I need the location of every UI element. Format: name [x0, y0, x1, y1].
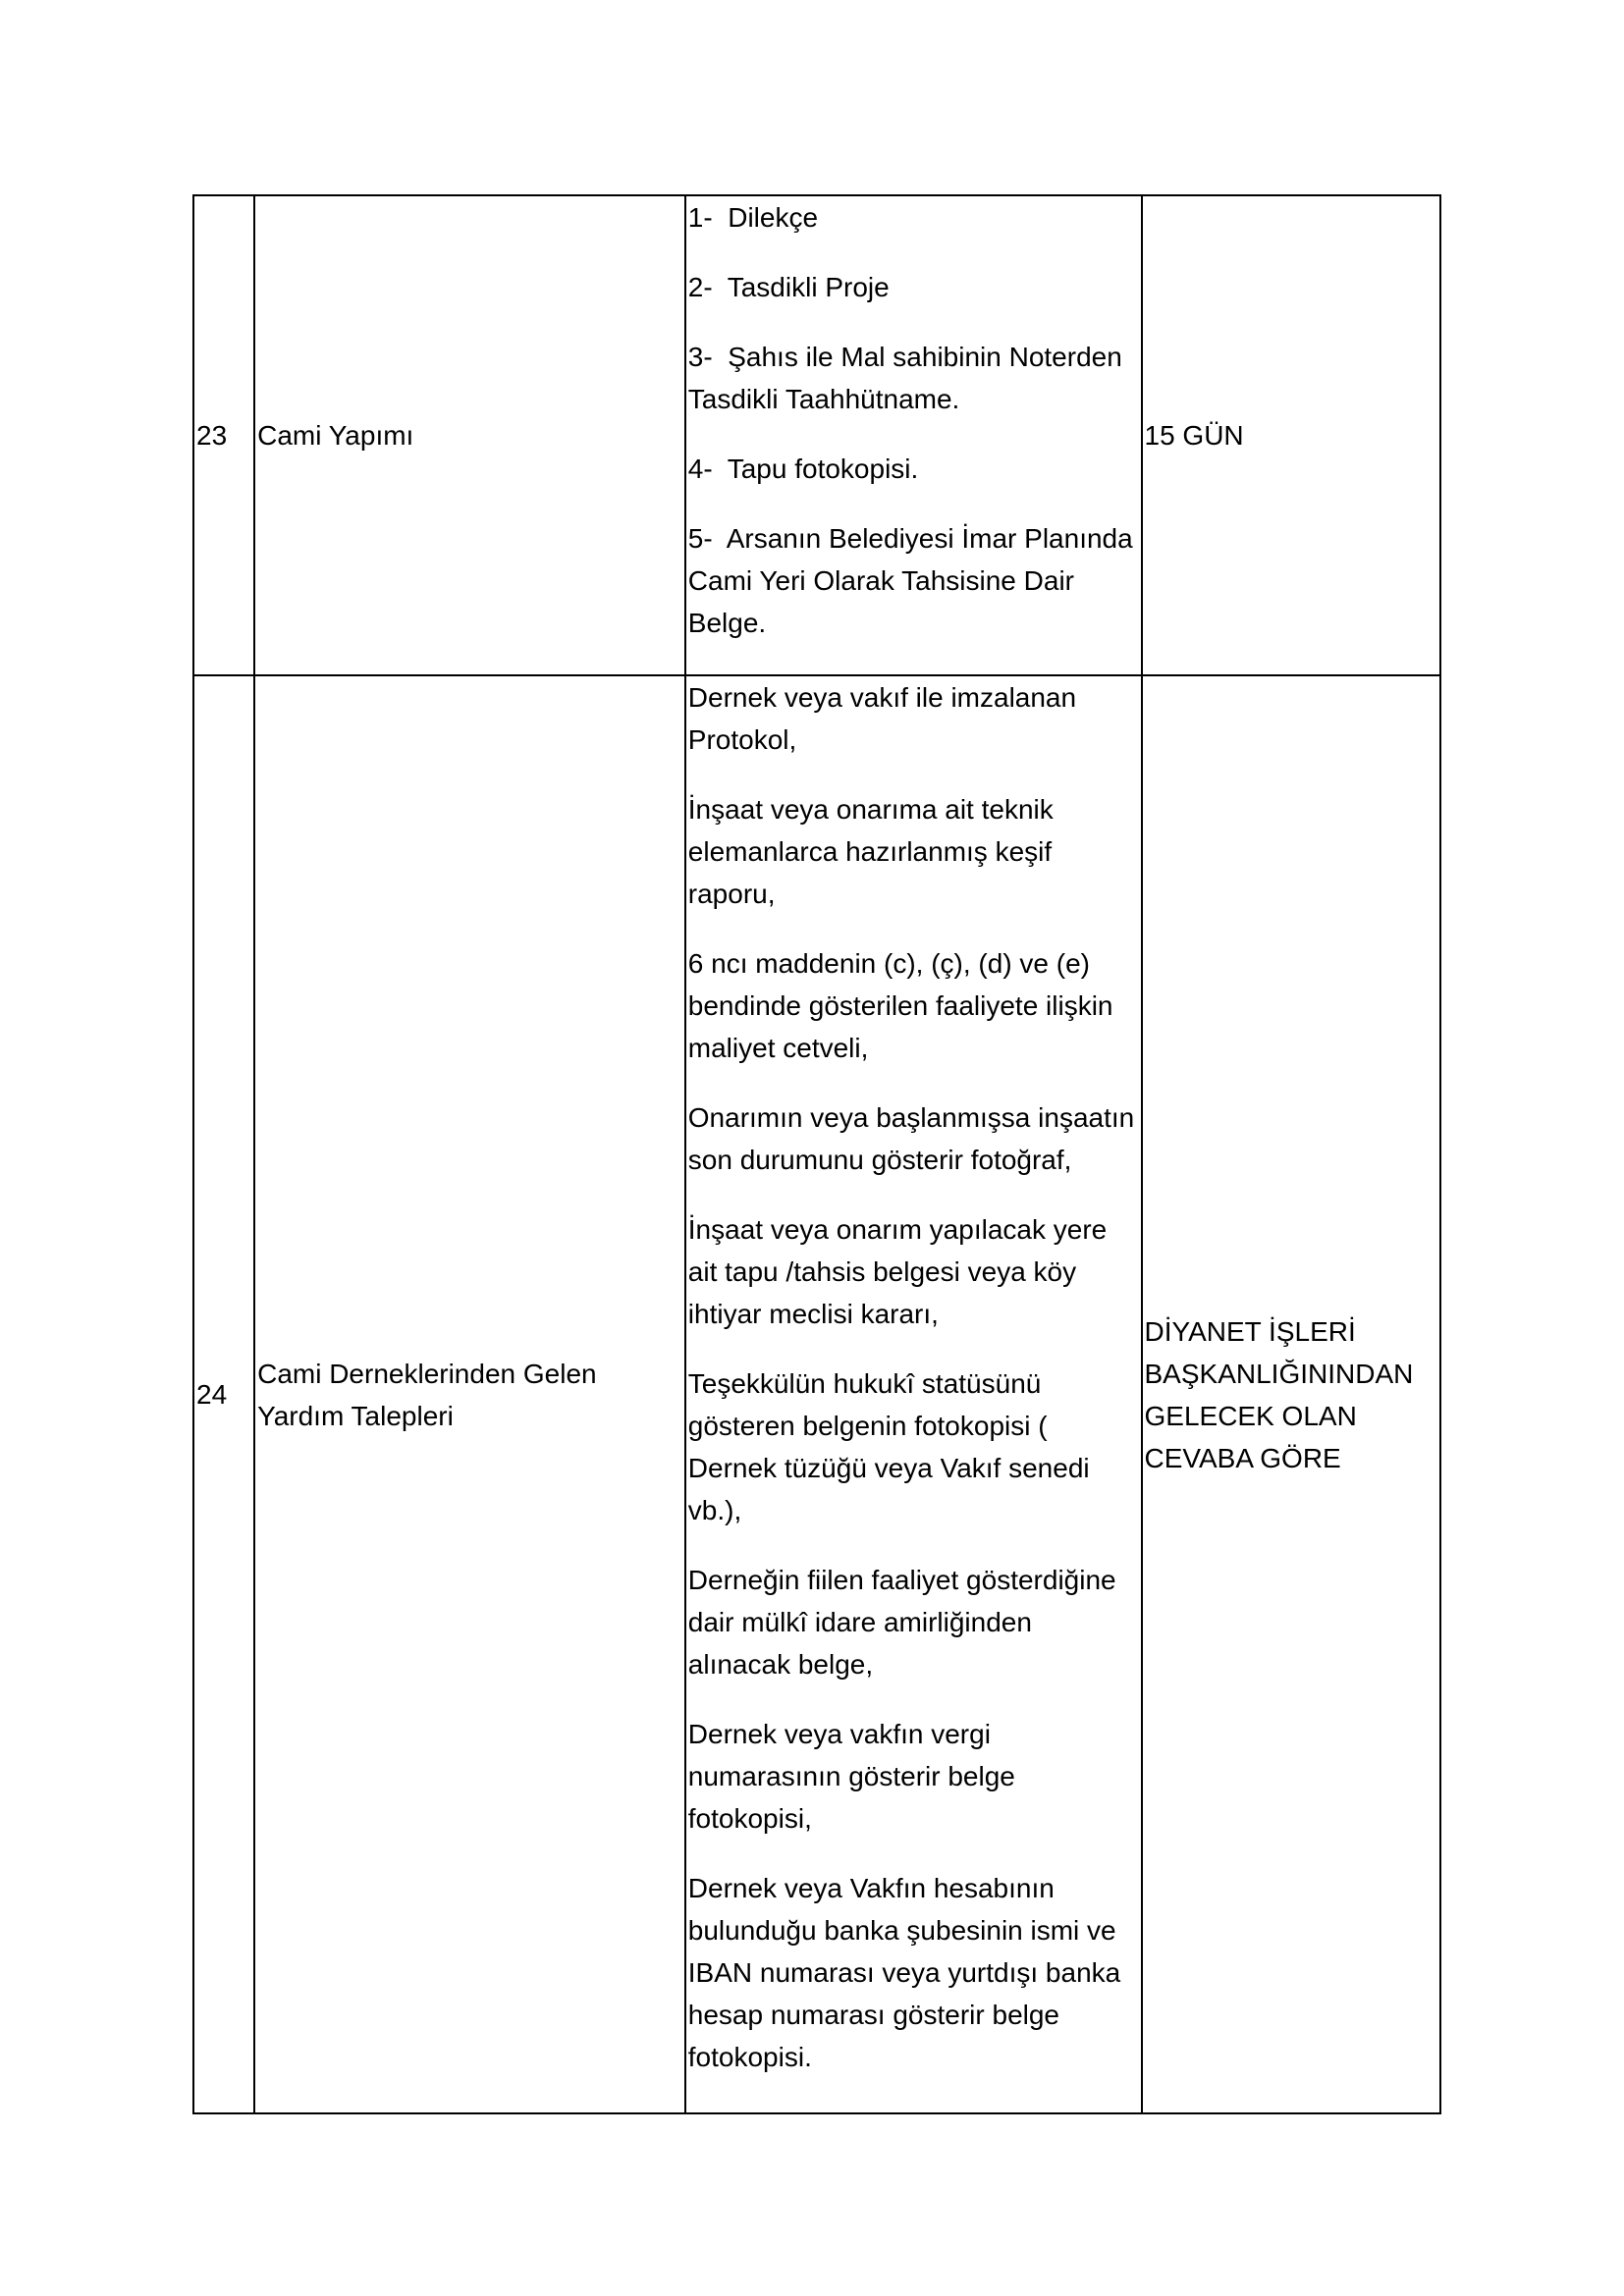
requirements-cell: [685, 195, 1142, 675]
requirement-item: Dernek veya vakıf ile imzalanan Protokol,: [687, 682, 1084, 755]
requirement-item: Teşekkülün hukukî statüsünü gösteren belgenin fotokopisi ( Dernek tüzüğü veya Vakıf senedi vb.),: [687, 1368, 1098, 1525]
requirement-item: İnşaat veya onarım yapılacak yere ait tapu /tahsis belgesi veya köy ihtiyar meclisi kararı,: [687, 1214, 1115, 1329]
service-name: Cami Yapımı: [254, 195, 685, 675]
requirement-item: Dernek veya vakfın vergi numarasının gösterir belge fotokopisi,: [687, 1719, 1023, 1834]
requirement-item: 6 ncı maddenin (c), (ç), (d) ve (e) bendinde gösterilen faaliyete ilişkin maliyet cetveli,: [687, 948, 1121, 1063]
requirement-item: Dernek veya Vakfın hesabının bulunduğu banka şubesinin ismi ve IBAN numarası veya yurtdışı banka hesap numarası gösterir belge fotokopisi.: [687, 1873, 1128, 2072]
table-row: [193, 195, 1440, 675]
requirement-item: 5- Arsanın Belediyesi İmar Planında Cami Yeri Olarak Tahsisine Dair Belge.: [687, 523, 1141, 638]
service-standards-table: [192, 194, 1441, 2114]
requirement-item: 3- Şahıs ile Mal sahibinin Noterden Tasdikli Taahhütname.: [687, 342, 1130, 414]
requirement-item: Derneğin fiilen faaliyet gösterdiğine dair mülkî idare amirliğinden alınacak belge,: [687, 1565, 1124, 1680]
table-row: [193, 675, 1440, 2113]
requirement-item: 4- Tapu fotokopisi.: [687, 454, 919, 484]
completion-time: DİYANET İŞLERİ BAŞKANLIĞININDAN GELECEK OLAN CEVABA GÖRE: [1142, 675, 1441, 2113]
requirements-cell: [685, 675, 1142, 2113]
requirement-item: 1- Dilekçe: [687, 202, 819, 233]
requirement-item: İnşaat veya onarıma ait teknik elemanlarca hazırlanmış keşif raporu,: [687, 794, 1061, 909]
requirement-item: Onarımın veya başlanmışsa inşaatın son durumunu gösterir fotoğraf,: [687, 1102, 1143, 1175]
completion-time: 15 GÜN: [1142, 195, 1441, 675]
row-number: 24: [193, 675, 254, 2113]
row-number: 23: [193, 195, 254, 675]
service-name: Cami Derneklerinden Gelen Yardım Talepleri: [254, 675, 685, 2113]
requirement-item: 2- Tasdikli Proje: [687, 272, 890, 302]
